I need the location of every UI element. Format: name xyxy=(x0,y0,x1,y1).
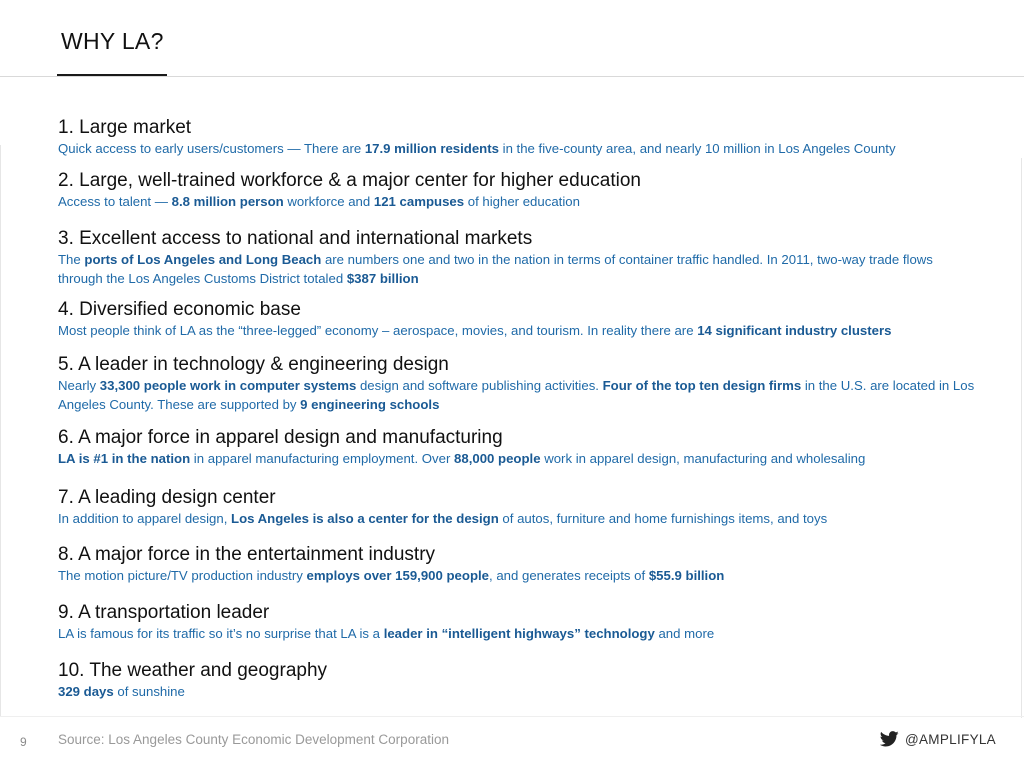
description-text: of higher education xyxy=(464,194,580,209)
item-heading: 7. A leading design center xyxy=(58,487,276,508)
item-heading: 8. A major force in the entertainment industry xyxy=(58,544,436,565)
description-text: Quick access to early users/customers — There are xyxy=(58,141,365,156)
description-text: in the five-county area, and nearly 10 million in Los Angeles County xyxy=(498,141,896,156)
item-heading: 9. A transportation leader xyxy=(58,602,270,623)
description-text: are numbers one and two in the nation in terms of container traffic handled. In 2011, two-way trade flows through the Los Angeles Customs District totaled xyxy=(58,252,933,286)
highlight-text: 9 engineering schools xyxy=(300,397,440,412)
highlight-text: 88,000 people xyxy=(454,451,541,466)
description-text: Nearly xyxy=(58,378,100,393)
description-text: of autos, furniture and home furnishings items, and toys xyxy=(498,511,828,526)
list-item xyxy=(58,170,978,211)
highlight-text: 121 campuses xyxy=(373,194,465,209)
description-text: , and generates receipts of xyxy=(489,568,649,583)
item-description xyxy=(58,509,978,528)
description-text: The motion picture/TV production industry xyxy=(58,568,307,583)
twitter-bird-icon xyxy=(880,731,899,747)
item-description xyxy=(58,624,978,643)
highlight-text: Four of the top ten design firms xyxy=(602,378,802,393)
highlight-text: $55.9 billion xyxy=(648,568,725,583)
title-underline xyxy=(57,74,167,76)
item-heading: 10. The weather and geography xyxy=(58,660,328,681)
item-description xyxy=(58,192,978,211)
highlight-text: Los Angeles is also a center for the design xyxy=(231,511,499,526)
twitter-handle-link[interactable] xyxy=(880,731,996,747)
description-text: and more xyxy=(654,626,715,641)
list-item xyxy=(58,544,978,585)
item-heading: 2. Large, well-trained workforce & a major center for higher education xyxy=(58,170,641,191)
list-item xyxy=(58,299,978,340)
slide-header xyxy=(0,0,1024,77)
description-text: work in apparel design, manufacturing and wholesaling xyxy=(540,451,866,466)
description-text: in the U.S. are located in Los Angeles County. These are supported by xyxy=(58,378,975,412)
twitter-handle-text: @AMPLIFYLA xyxy=(905,731,996,747)
item-description xyxy=(58,250,978,288)
item-description xyxy=(58,376,978,414)
source-citation: Source: Los Angeles County Economic Development Corporation xyxy=(58,732,449,747)
description-text: of sunshine xyxy=(113,684,185,699)
item-description xyxy=(58,139,978,158)
list-item xyxy=(58,487,978,528)
highlight-text: LA is #1 in the nation xyxy=(58,451,191,466)
highlight-text: ports of Los Angeles and Long Beach xyxy=(84,252,322,267)
highlight-text: $387 billion xyxy=(346,271,419,286)
description-text: workforce and xyxy=(283,194,374,209)
highlight-text: employs over 159,900 people xyxy=(306,568,490,583)
list-item xyxy=(58,117,978,158)
description-text: LA is famous for its traffic so it’s no surprise that LA is a xyxy=(58,626,384,641)
item-heading: 6. A major force in apparel design and manufacturing xyxy=(58,427,503,448)
description-text: design and software publishing activities. xyxy=(356,378,603,393)
item-heading: 4. Diversified economic base xyxy=(58,299,301,320)
item-heading: 5. A leader in technology & engineering design xyxy=(58,354,449,375)
page-number: 9 xyxy=(20,735,27,749)
page-title: WHY LA? xyxy=(61,28,164,54)
description-text: Most people think of LA as the “three-legged” economy – aerospace, movies, and tourism. In reality there are xyxy=(58,323,698,338)
item-description xyxy=(58,449,978,468)
list-item xyxy=(58,660,978,701)
list-item xyxy=(58,427,978,468)
item-description xyxy=(58,321,978,340)
description-text: The xyxy=(58,252,85,267)
highlight-text: 8.8 million person xyxy=(171,194,284,209)
highlight-text: 17.9 million residents xyxy=(364,141,499,156)
item-description xyxy=(58,682,978,701)
item-heading: 1. Large market xyxy=(58,117,192,138)
item-description xyxy=(58,566,978,585)
highlight-text: 329 days xyxy=(58,684,114,699)
list-item xyxy=(58,228,978,288)
description-text: Access to talent — xyxy=(58,194,172,209)
list-item xyxy=(58,602,978,643)
description-text: In addition to apparel design, xyxy=(58,511,232,526)
description-text: in apparel manufacturing employment. Over xyxy=(190,451,455,466)
highlight-text: leader in “intelligent highways” technology xyxy=(383,626,655,641)
highlight-text: 14 significant industry clusters xyxy=(697,323,892,338)
right-border-line xyxy=(1021,158,1022,718)
highlight-text: 33,300 people work in computer systems xyxy=(99,378,357,393)
list-item xyxy=(58,354,978,414)
left-border-line xyxy=(0,145,1,717)
item-heading: 3. Excellent access to national and international markets xyxy=(58,228,533,249)
